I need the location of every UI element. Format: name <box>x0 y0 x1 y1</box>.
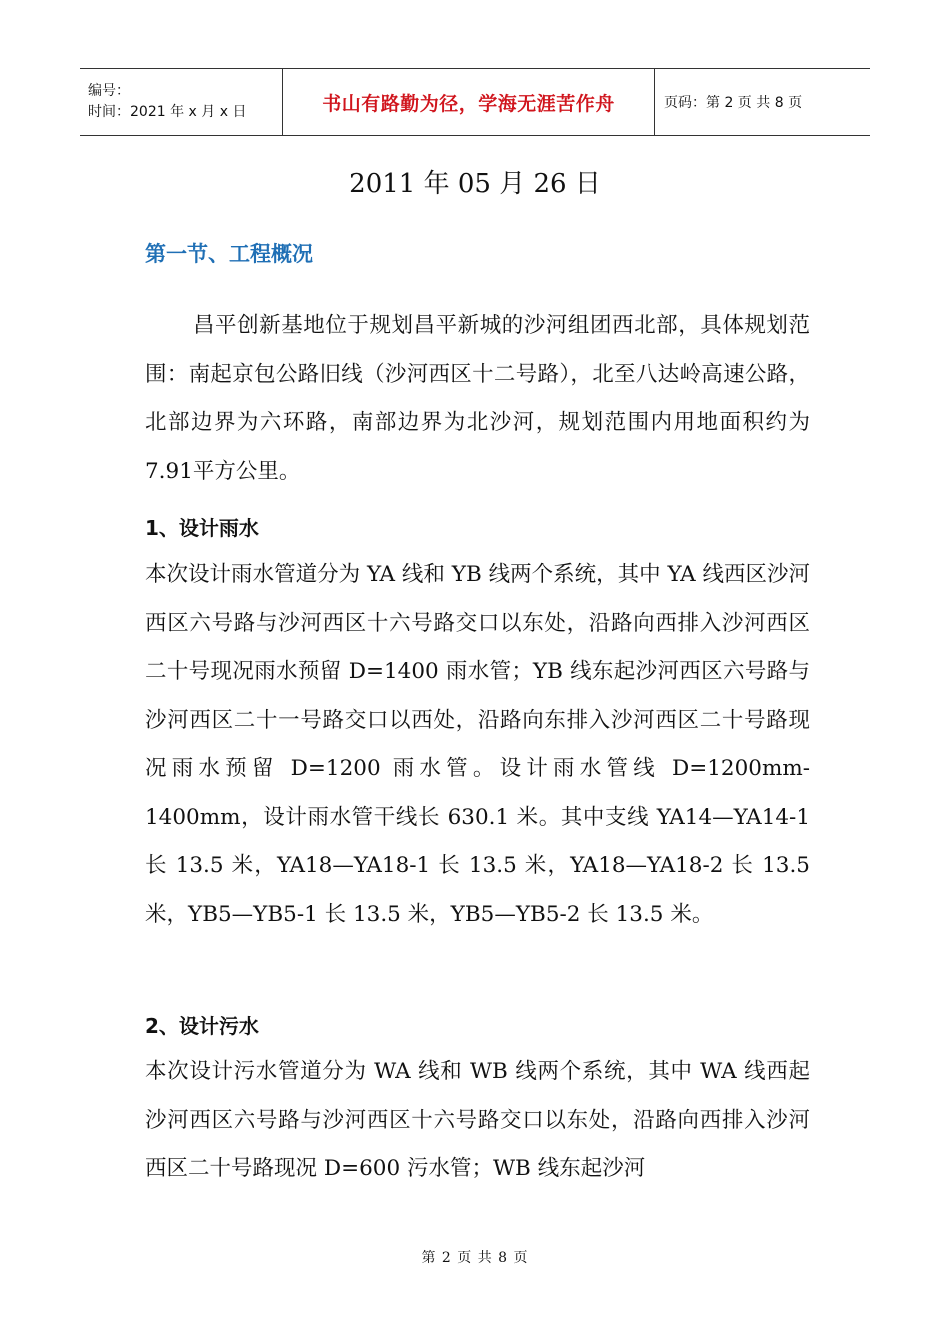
rain-block <box>145 551 810 939</box>
motto-text: 书山有路勤为径，学海无涯苦作舟 <box>322 92 615 115</box>
rain-paragraph: 本次设计雨水管道分为 YA 线和 YB 线两个系统，其中 YA 线西区沙河西区六号路与沙河西区十六号路交口以东处，沿路向西排入沙河西区二十号现况雨水预留 D=1400 雨水管；YB 线东起沙河西区六号路与沙河西区二十一号路交口以西处，沿路向东排入沙河西区二十号路现况雨水预留 D=1200 雨水管。设计雨水管线 D=1200mm-1400mm，设计雨水管干线长 630.1 米。其中支线 YA14—YA14-1 长 13.5 米，YA18—YA18-1 长 13.5 米，YA18—YA18-2 长 13.5 米，YB5—YB5-1 长 13.5 米，YB5—YB5-2 长 13.5 米。 <box>145 562 810 927</box>
intro-block <box>145 302 810 496</box>
header-motto-cell <box>282 69 655 135</box>
page-footer: 第 2 页 共 8 页 <box>421 1250 529 1266</box>
subsection-rain-heading: 1、设计雨水 <box>145 516 259 540</box>
header-meta <box>80 69 282 135</box>
sewage-paragraph: 本次设计污水管道分为 WA 线和 WB 线两个系统，其中 WA 线西起沙河西区六号路与沙河西区十六号路交口以东处，沿路向西排入沙河西区二十号路现况 D=600 污水管；WB 线东起沙河 <box>145 1059 810 1181</box>
date-title: 2011 年 05 月 26 日 <box>349 169 601 199</box>
number-label: 编号： <box>88 83 130 99</box>
header-page-cell <box>655 69 870 135</box>
page-label: 页码：第 2 页 共 8 页 <box>664 95 803 111</box>
intro-paragraph: 昌平创新基地位于规划昌平新城的沙河组团西北部，具体规划范围：南起京包公路旧线（沙河西区十二号路），北至八达岭高速公路，北部边界为六环路，南部边界为北沙河，规划范围内用地面积约为7.91平方公里。 <box>145 313 810 484</box>
subsection-sewage-heading: 2、设计污水 <box>145 1014 259 1038</box>
section-title: 第一节、工程概况 <box>145 242 313 266</box>
time-label: 时间：2021 年 x 月 x 日 <box>88 104 247 120</box>
sewage-block <box>145 1048 810 1194</box>
page-header <box>80 68 870 136</box>
